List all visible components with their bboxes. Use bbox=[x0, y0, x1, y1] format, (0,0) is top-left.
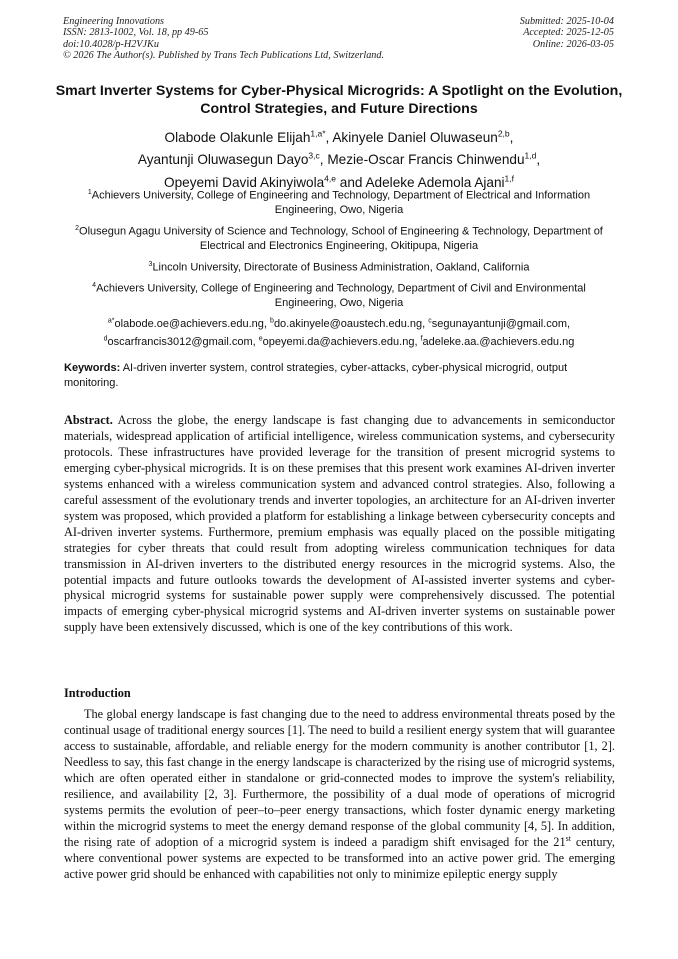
email[interactable]: $^f$adeleke.aa.@achievers.edu.ng bbox=[420, 335, 575, 349]
introduction-paragraph: The global energy landscape is fast changing due to the need to address environmental threats posed by the continual usage of traditional energy sources [1]. The need to build a resilient energy system that will guarantee access to sustainable, affordable, and reliable energy for the modern community is another contributor [1, 2]. Needless to say, this fast change in the energy landscape is characterized by the rising use of microgrid systems, which are often operated either in standalone or grid-connected modes to improve the system's reliability, resilience, and availability [2, 3]. Furthermore, the possibility of a dual mode of operations of microgrid systems permits the evolution of peer–to–peer energy transactions, which foster dynamic energy marketing within the microgrid systems to meet the energy demand response of the global community [4, 5]. In addition, the rising rate of adoption of a microgrid system is indeed a paradigm shift envisaged for the 21st century, where conventional power systems are expected to be transformed into an active power grid. The emerging active power grid should be enhanced with capabilities not only to minimize epileptic energy supply bbox=[64, 707, 615, 881]
abstract-label: Abstract. bbox=[64, 413, 113, 427]
author-emails bbox=[50, 313, 628, 350]
author-list bbox=[40, 124, 638, 192]
submitted-date: Submitted: 2025-10-04 bbox=[519, 16, 614, 27]
abstract bbox=[64, 413, 615, 636]
affiliation-2: $^2$Olusegun Agagu University of Science and Technology, School of Engineering & Technology, Department of Electrical and Electronics Engineering, Okitipupa, Nigeria bbox=[75, 225, 603, 253]
author: Olabode Olakunle Elijah$^{1,a*}$, bbox=[164, 128, 333, 145]
journal-header-left bbox=[63, 16, 384, 62]
author: Adeleke Ademola Ajani$^{1,f}$ bbox=[365, 173, 514, 190]
online-date: Online: 2026-03-05 bbox=[532, 38, 614, 50]
email[interactable]: $^{a*}$olabode.oe@achievers.edu.ng, bbox=[107, 317, 271, 330]
keywords bbox=[64, 361, 615, 391]
introduction-heading: Introduction bbox=[64, 686, 131, 700]
paper-title: Smart Inverter Systems for Cyber-Physical Microgrids: A Spotlight on the Evolution, Control Strategies, and Future Directions bbox=[55, 83, 623, 117]
email[interactable]: $^e$opeyemi.da@achievers.edu.ng, bbox=[258, 335, 421, 349]
email[interactable]: $^d$oscarfrancis3012@gmail.com, bbox=[103, 335, 259, 349]
email[interactable]: $^b$do.akinyele@oaustech.edu.ng, bbox=[270, 317, 429, 330]
accepted-date: Accepted: 2025-12-05 bbox=[523, 27, 614, 39]
author: Mezie-Oscar Francis Chinwendu$^{1,d}$, bbox=[327, 150, 541, 168]
keywords-text: AI-driven inverter system, control strategies, cyber-attacks, cyber-physical microgrid, output monitoring. bbox=[64, 362, 568, 389]
author: Ayantunji Oluwasegun Dayo$^{3,c}$, bbox=[137, 150, 328, 168]
issn-line: ISSN: 2813-1002, Vol. 18, pp 49-65 bbox=[63, 27, 209, 39]
keywords-label: Keywords: bbox=[64, 362, 121, 374]
author: Akinyele Daniel Oluwaseun$^{2,b}$, bbox=[332, 128, 514, 145]
journal-name: Engineering Innovations bbox=[63, 16, 165, 27]
author: Opeyemi David Akinyiwola$^{4,e}$ and bbox=[164, 173, 366, 190]
affiliation-4: $^4$Achievers University, College of Engineering and Technology, Department of Civil and Environmental Engineering, Owo, Nigeria bbox=[92, 282, 586, 310]
email[interactable]: $^c$segunayantunji@gmail.com, bbox=[428, 317, 571, 330]
doi-line: doi:10.4028/p-H2VJKu bbox=[63, 38, 159, 50]
abstract-text: Across the globe, the energy landscape is fast changing due to advancements in semiconductor materials, widespread application of artificial intelligence, wireless communication systems, and cybersecurity protocols. These infrastructures have provided leverage for the transition of present microgrid systems to emerging cyber-physical microgrids. It is on these premises that this present work examines AI-driven inverter systems enhanced with a wireless communication system and advanced control strategies. Also, following a careful assessment of the evolutionary trends and inverter topologies, an architecture for an AI-driven inverter system was proposed, which provided a platform for establishing a linkage between cybersecurity concepts and AI-driven inverter systems. Furthermore, premium emphasis was equally placed on the possible mitigating strategies for cyber threats that could result from adopting wireless communication techniques for data transmission in AI-driven inverters to the distributed energy resources in the microgrid systems. Also, the potential impacts and future outlooks towards the development of AI-assisted inverter systems and cyber-physical microgrid systems for sustainable power supply were comprehensively discussed. The potential impacts of emerging cyber-physical microgrid systems and AI-driven inverter systems on sustainable power supply have been extensively discussed, which is one of the key contributions of this work. bbox=[64, 413, 615, 635]
journal-header-right bbox=[520, 16, 614, 50]
affiliation-1: $^1$Achievers University, College of Engineering and Technology, Department of Electrical and Information Engineering, Owo, Nigeria bbox=[87, 189, 591, 217]
copyright-line: © 2026 The Author(s). Published by Trans Tech Publications Ltd, Switzerland. bbox=[63, 50, 385, 62]
affiliation-3: $^3$Lincoln University, Directorate of Business Administration, Oakland, California bbox=[148, 261, 530, 274]
